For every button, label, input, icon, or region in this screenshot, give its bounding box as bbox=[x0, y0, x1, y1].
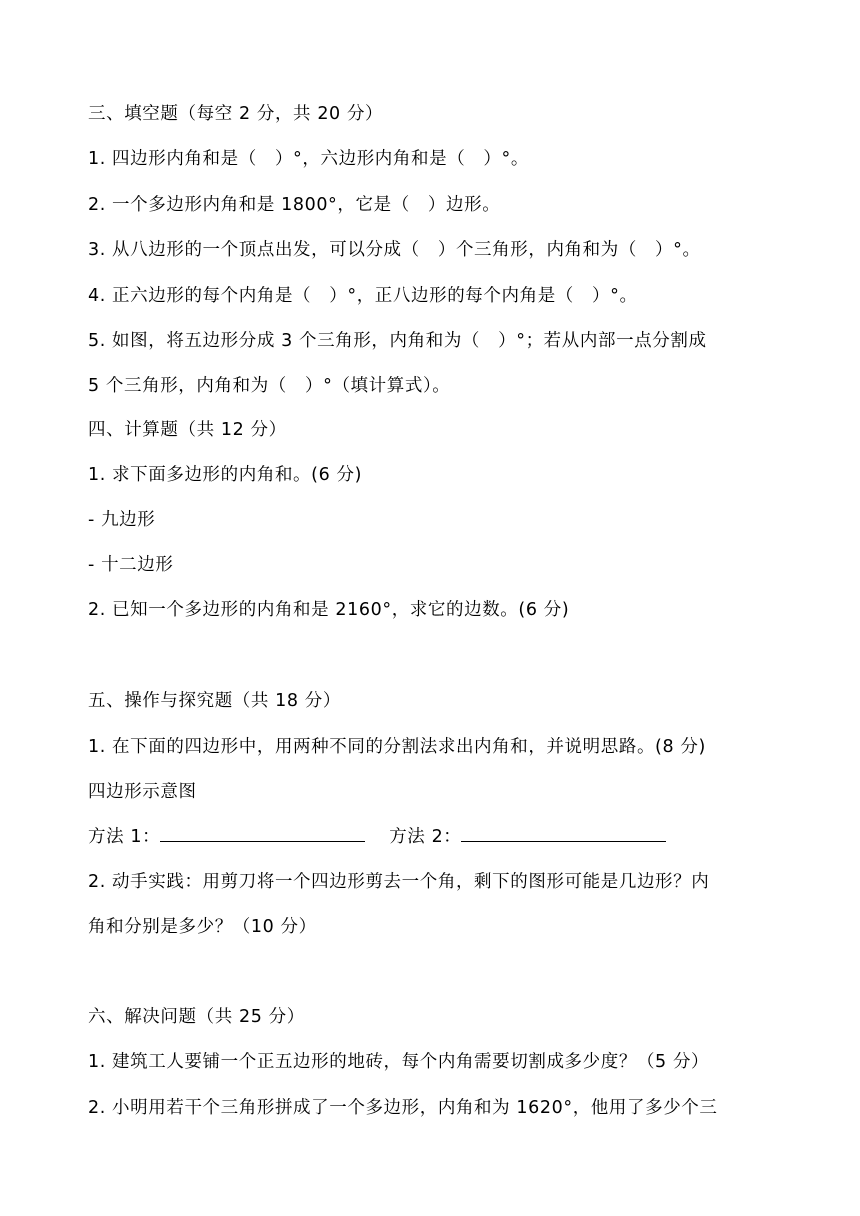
s6-q1: 1. 建筑工人要铺一个正五边形的地砖，每个内角需要切割成多少度？（5 分） bbox=[88, 1052, 710, 1072]
s5-figure-caption: 四边形示意图 bbox=[88, 782, 197, 802]
s3-q4: 4. 正六边形的每个内角是（ ）°，正八边形的每个内角是（ ）°。 bbox=[88, 286, 638, 306]
section-5-heading: 五、操作与探究题（共 18 分） bbox=[88, 691, 341, 711]
s6-q2: 2. 小明用若干个三角形拼成了一个多边形，内角和为 1620°，他用了多少个三 bbox=[88, 1098, 718, 1118]
s3-q3: 3. 从八边形的一个顶点出发，可以分成（ ）个三角形，内角和为（ ）°。 bbox=[88, 240, 701, 260]
method-2-label: 方法 2： bbox=[389, 827, 462, 847]
s4-q1-item-1: - 九边形 bbox=[88, 510, 156, 530]
s4-q1-item-2: - 十二边形 bbox=[88, 555, 174, 575]
s3-q1: 1. 四边形内角和是（ ）°，六边形内角和是（ ）°。 bbox=[88, 149, 529, 169]
s3-q5-line2: 5 个三角形，内角和为（ ）°（填计算式）。 bbox=[88, 376, 451, 396]
s4-q1: 1. 求下面多边形的内角和。(6 分) bbox=[88, 465, 363, 485]
method-2-answer-blank[interactable] bbox=[461, 825, 666, 842]
section-6-heading: 六、解决问题（共 25 分） bbox=[88, 1007, 305, 1027]
method-1-answer-blank[interactable] bbox=[160, 825, 365, 842]
section-4-heading: 四、计算题（共 12 分） bbox=[88, 420, 287, 440]
s5-q2-line2: 角和分别是多少？（10 分） bbox=[88, 917, 317, 937]
s5-methods-row bbox=[88, 825, 788, 849]
s5-q2-line1: 2. 动手实践：用剪刀将一个四边形剪去一个角，剩下的图形可能是几边形？内 bbox=[88, 872, 710, 892]
s5-q1: 1. 在下面的四边形中，用两种不同的分割法求出内角和，并说明思路。(8 分) bbox=[88, 737, 706, 757]
method-1-label: 方法 1： bbox=[88, 827, 161, 847]
s3-q5-line1: 5. 如图，将五边形分成 3 个三角形，内角和为（ ）°；若从内部一点分割成 bbox=[88, 331, 707, 351]
section-3-heading: 三、填空题（每空 2 分，共 20 分） bbox=[88, 104, 384, 124]
s3-q2: 2. 一个多边形内角和是 1800°，它是（ ）边形。 bbox=[88, 195, 501, 215]
s4-q2: 2. 已知一个多边形的内角和是 2160°，求它的边数。(6 分) bbox=[88, 600, 570, 620]
